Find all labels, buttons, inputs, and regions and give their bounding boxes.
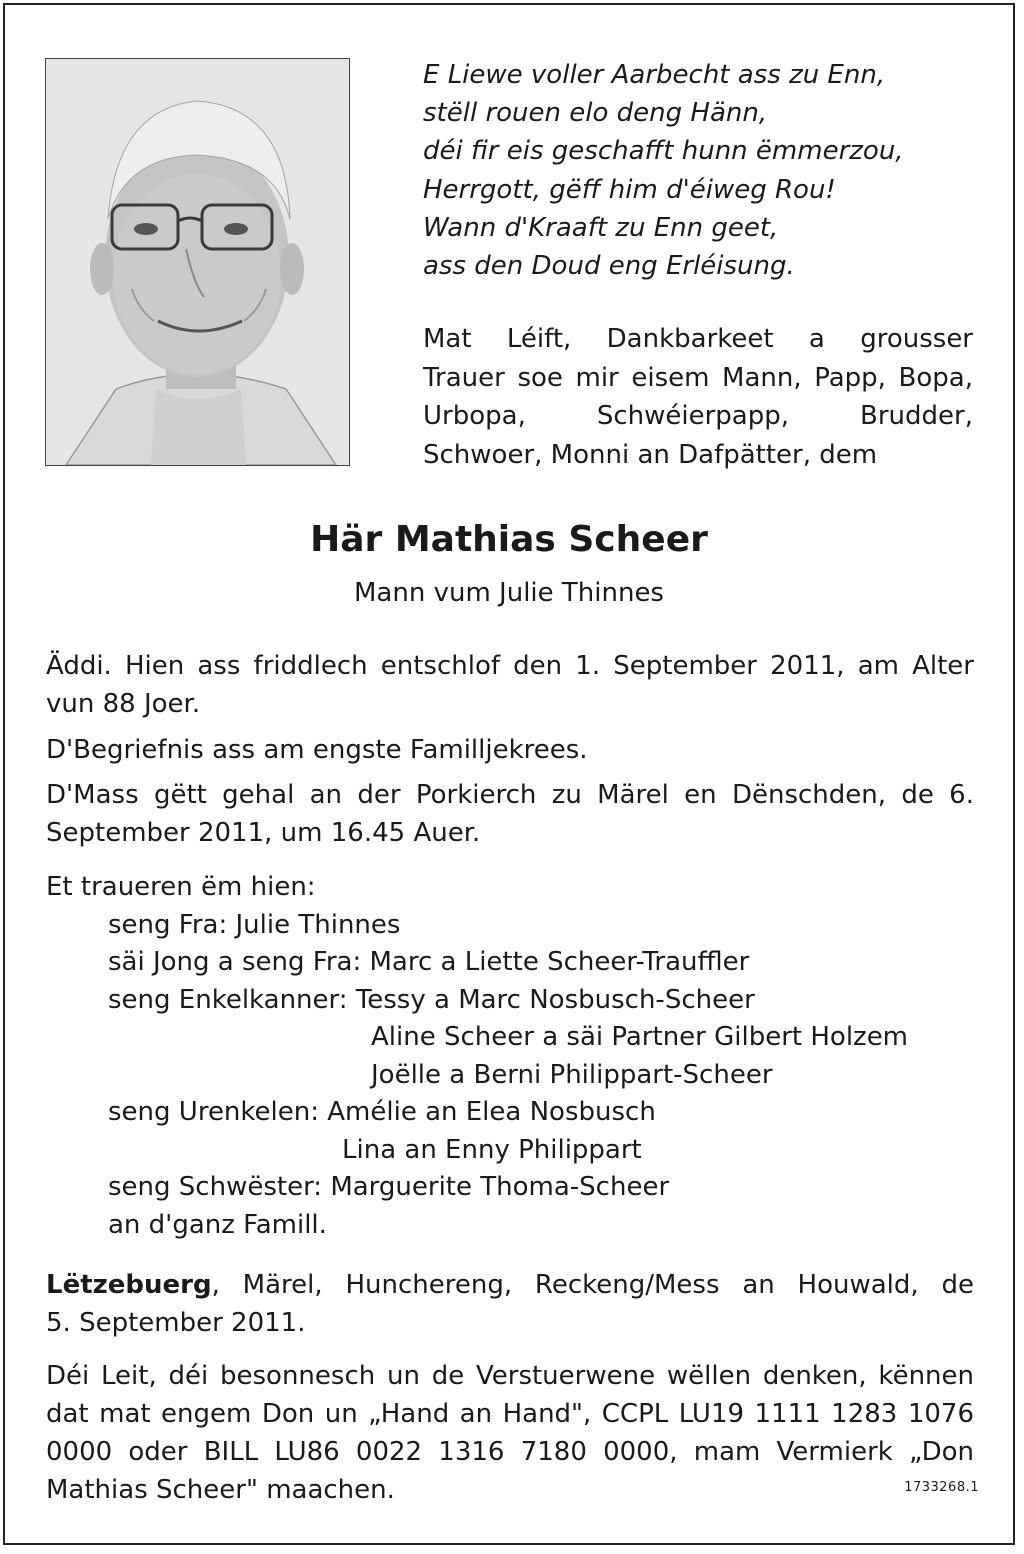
mass-line: D'Mass gëtt gehal an der Porkierch zu Märel en Dënschden, de 6. [46,780,974,810]
poem-line: déi fir eis geschafft hunn ëmmerzou, [423,136,904,167]
intro-line: Schwoer, Monni an Dafpätter, dem [423,439,878,470]
place-date-line: 5. September 2011. [46,1308,306,1338]
mourner-family: an d'ganz Famill. [108,1209,327,1240]
donation-line: Déi Leit, déi besonnesch un de Verstuerwene wëllen denken, kënnen [46,1361,974,1391]
intro-line: Mat Léift, Dankbarkeet a grousser [423,324,973,354]
mourner-sister: seng Schwëster: Marguerite Thoma-Scheer [108,1172,670,1202]
mourners-list [46,869,986,1244]
place-date-line [46,1266,974,1304]
poem-line: ass den Doud eng Erléisung. [423,251,795,282]
mourners-lead: Et traueren ëm hien: [46,872,316,902]
city-name: Lëtzebuerg [46,1270,212,1300]
place-date-paragraph [46,1266,974,1342]
poem-line: E Liewe voller Aarbecht ass zu Enn, [423,60,886,90]
mourner-great-grandchildren-cont: Lina an Enny Philippart [342,1134,642,1165]
passing-line: Äddi. Hien ass friddlech entschlof den 1. September 2011, am Alter [46,651,974,681]
donation-paragraph [46,1357,974,1509]
mourner-son: säi Jong a seng Fra: Marc a Liette Scheer-Trauffler [108,947,750,977]
passing-line: vun 88 Joer. [46,689,201,719]
donation-line: dat mat engem Don un „Hand an Hand", CCPL LU19 1111 1283 1076 [46,1399,974,1429]
intro-paragraph [423,320,973,474]
donation-line: Mathias Scheer" maachen. [46,1475,395,1505]
mass-paragraph [46,776,974,852]
poem-line: stëll rouen elo deng Hänn, [423,98,768,129]
mourner-grandchildren-cont: Joëlle a Berni Philippart-Scheer [371,1059,773,1090]
burial-line: D'Begriefnis ass am engste Familljekrees. [46,735,588,765]
donation-line: 0000 oder BILL LU86 0022 1316 7180 0000, mam Vermierk „Don [46,1437,974,1467]
mass-line: September 2011, um 16.45 Auer. [46,818,481,848]
intro-line: Trauer soe mir eisem Mann, Papp, Bopa, [423,362,973,393]
poem-line: Herrgott, gëff him d'éiweg Rou! [423,174,836,205]
intro-line: Urbopa, Schwéierpapp, Brudder, [423,401,973,431]
passing-paragraph [46,647,974,723]
poem-line: Wann d'Kraaft zu Enn geet, [423,212,779,243]
deceased-name: Här Mathias Scheer [310,519,708,560]
mourner-wife: seng Fra: Julie Thinnes [108,909,401,940]
spouse-line: Mann vum Julie Thinnes [354,578,664,608]
mourner-grandchildren-cont: Aline Scheer a säi Partner Gilbert Holzem [371,1022,909,1052]
reference-number: 1733268.1 [904,1480,979,1495]
mourner-great-grandchildren: seng Urenkelen: Amélie an Elea Nosbusch [108,1097,656,1127]
mourner-grandchildren: seng Enkelkanner: Tessy a Marc Nosbusch-Scheer [108,984,755,1015]
poem [423,56,983,285]
place-list: , Märel, Hunchereng, Reckeng/Mess an Houwald, de [211,1270,974,1300]
burial-paragraph [46,731,974,769]
portrait-photo [45,58,350,466]
